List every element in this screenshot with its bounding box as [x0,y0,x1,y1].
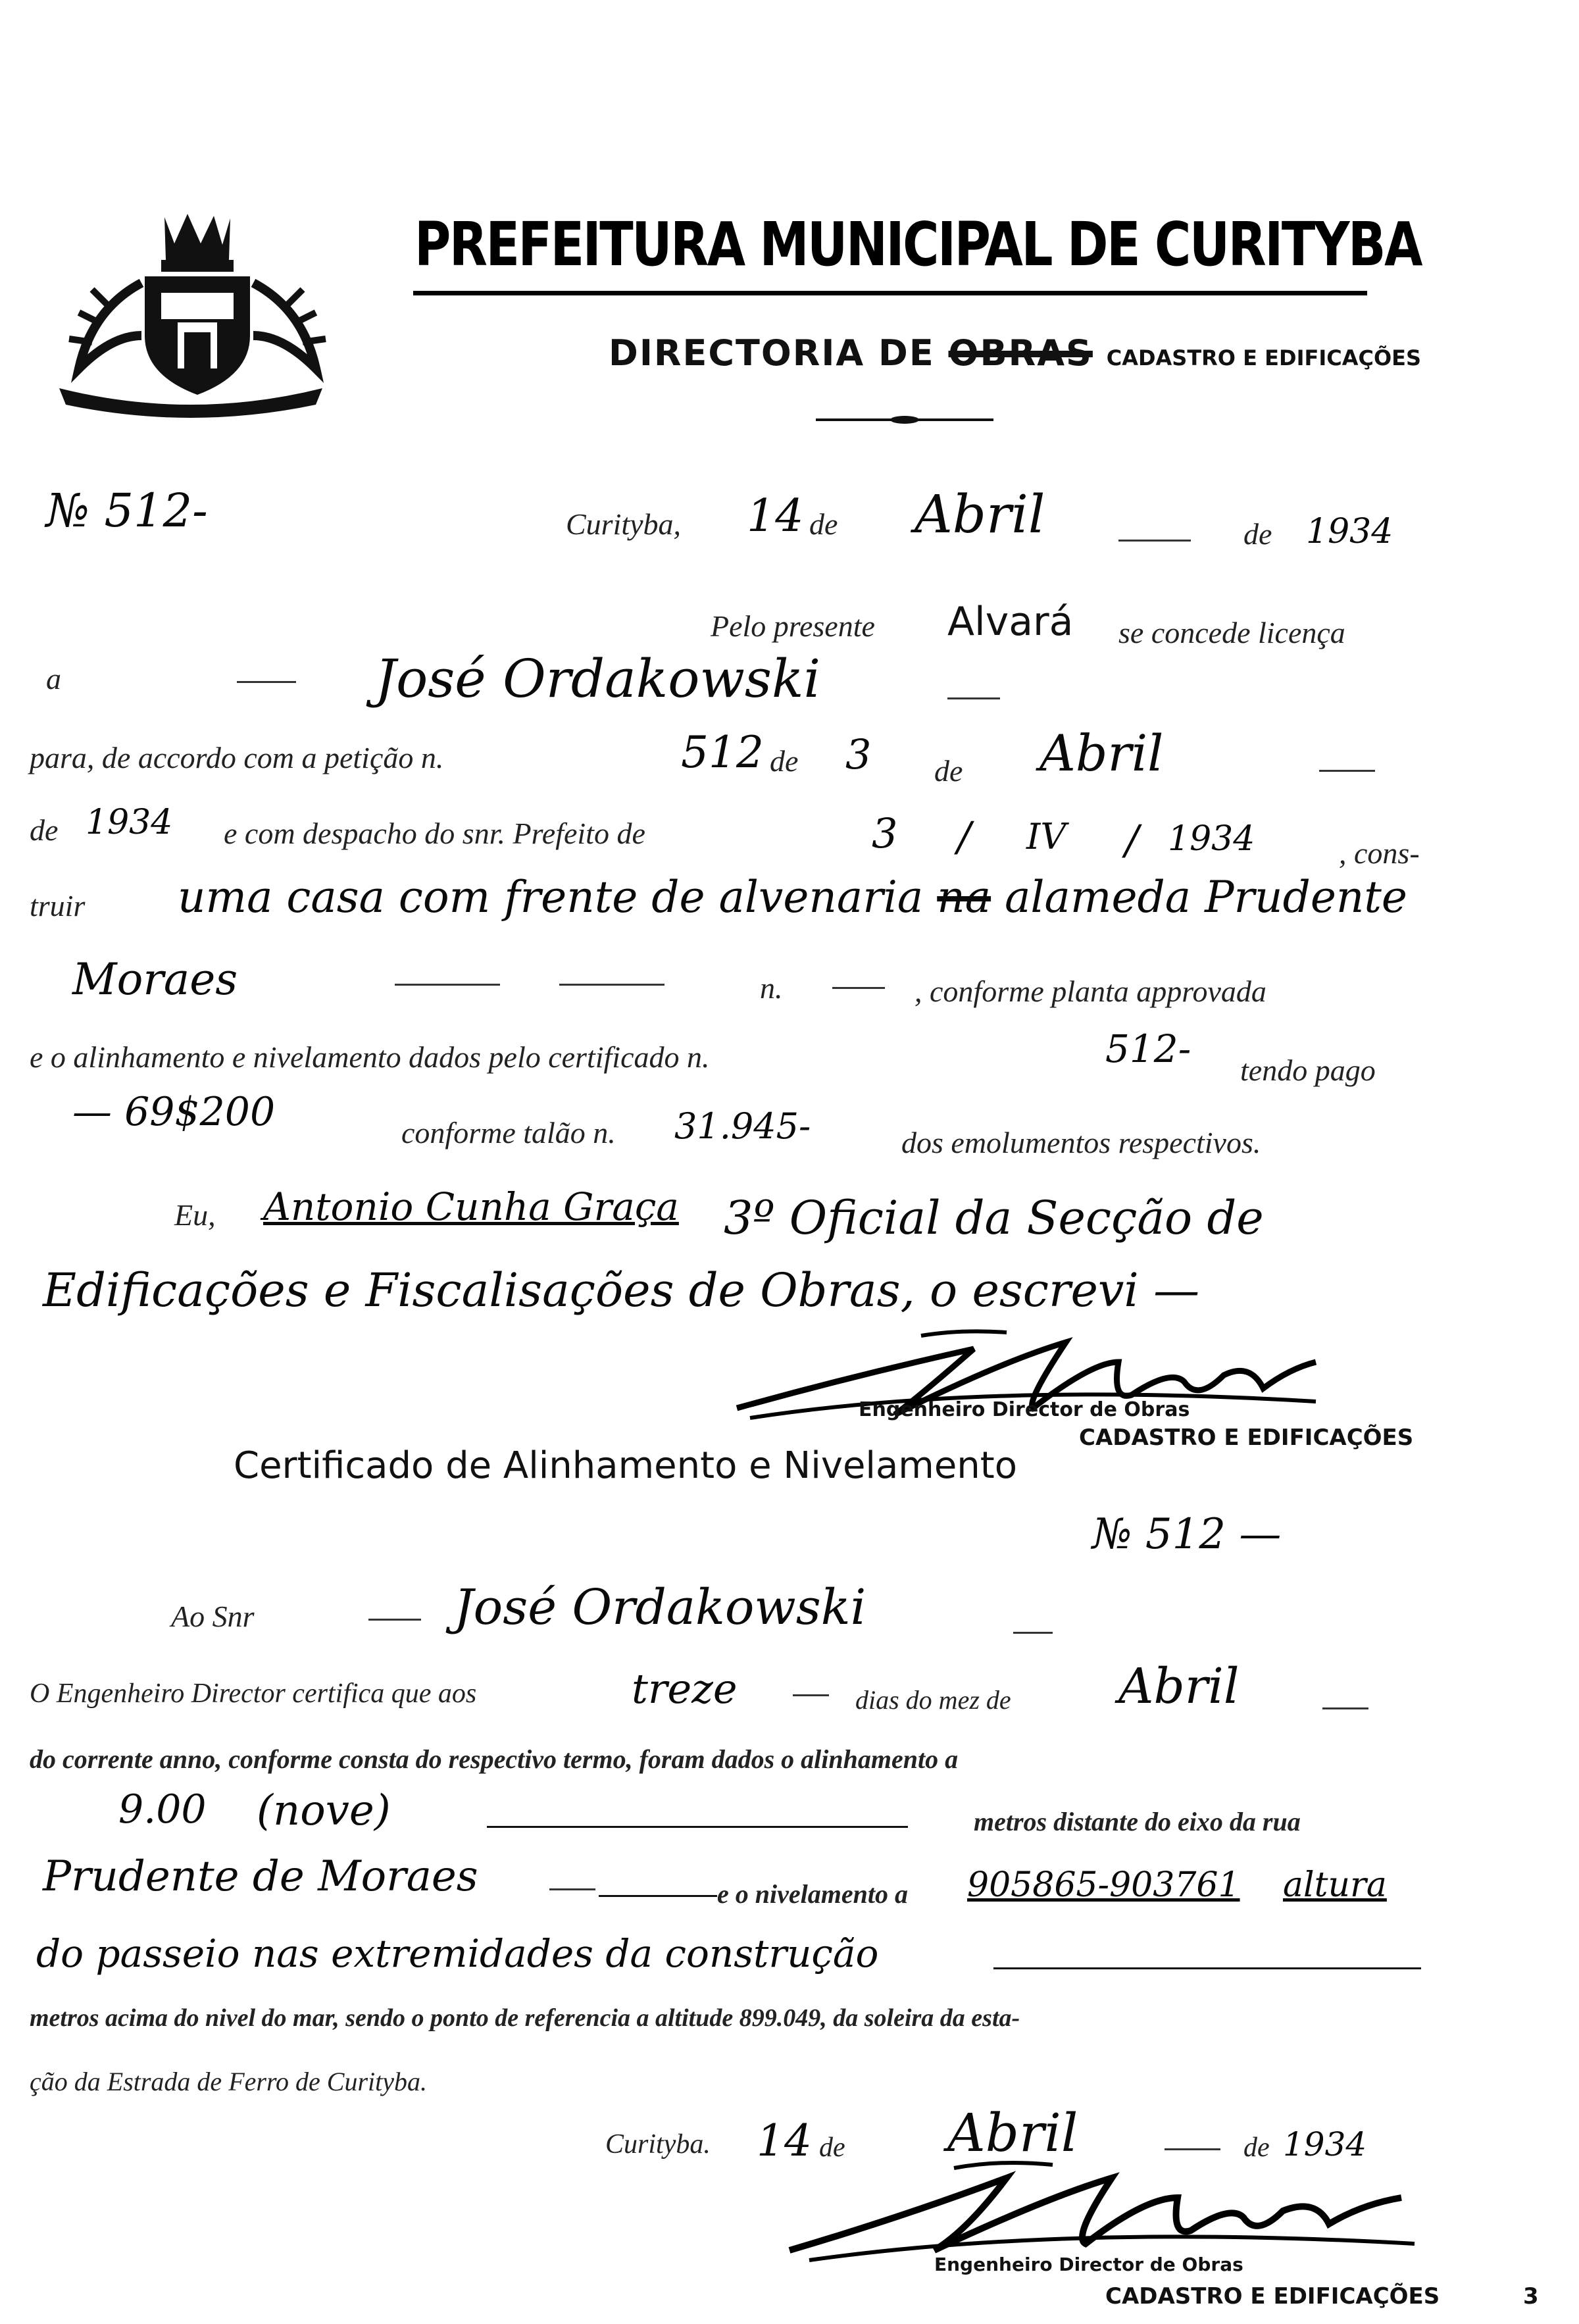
dash [559,984,664,986]
alvara-month: Abril [915,484,1045,545]
director-label: Engenheiro Director de Obras [859,1398,1190,1421]
cert-owner: José Ordakowski [454,1579,866,1636]
eu-label: Eu, [174,1198,216,1232]
dash [947,697,1000,699]
de-label-1: de [809,507,838,541]
dash [368,1619,421,1621]
peticao-text: para, de accordo com a petição n. [30,741,444,774]
number-label: № [46,484,90,538]
certificado-number [1092,1510,1281,1559]
construction-text [178,872,1407,922]
a-label: a [46,662,61,695]
cert-director-label: Engenheiro Director de Obras [934,2254,1243,2275]
petition-day: 3 [845,730,872,778]
cert-street: Prudente de Moraes [43,1852,478,1901]
cert-date-day: 14 [757,2115,812,2166]
estrada-text: ção da Estrada de Ferro de Curityba. [30,2067,428,2096]
emolumentos-text: dos emolumentos respectivos. [901,1126,1261,1159]
alvara-number [46,484,208,538]
fill-line [993,1967,1421,1969]
de-label-5: de [30,813,59,847]
clerk-title: 3º Oficial da Secção de [724,1191,1264,1245]
fill-line [487,1826,908,1828]
number-value: 512- [104,484,208,538]
cert-date-month: Abril [947,2102,1078,2163]
talao-text: conforme talão n. [401,1116,616,1149]
dash [395,984,500,986]
altura-text: altura [1283,1865,1387,1905]
stamp-cadastro: CADASTRO E EDIFICAÇÕES [1079,1425,1414,1451]
ornament-divider [816,415,993,424]
alvara-word: Alvará [947,599,1074,645]
tendo-pago: tendo pago [1240,1053,1376,1087]
amount-value: 69$200 [124,1089,276,1135]
certificado-title: Certificado de Alinhamento e Nivelamento [234,1444,1018,1487]
dash [1322,1707,1368,1709]
de-label-2: de [1243,517,1272,551]
corrente-text: do corrente anno, conforme consta do respectivo termo, foram dados o alinhamento a [30,1744,959,1774]
dash [832,987,885,989]
cert-number-label: № [1092,1510,1132,1559]
alameda-text: alameda Prudente [1005,872,1407,922]
dash [1165,2148,1220,2150]
struck-word: na [937,872,991,922]
cert-city-label: Curityba. [605,2129,711,2160]
street-name-2: Moraes [72,954,238,1005]
presente-text: Pelo presente [711,609,875,643]
clerk-signature: Antonio Cunha Graça [263,1184,679,1229]
cert-month: Abril [1118,1658,1240,1715]
passeio-text: do passeio nas extremidades da construção [36,1931,879,1976]
alinhamento-text: e o alinhamento e nivelamento dados pelo certificado n. [30,1040,710,1074]
city-label: Curityba, [566,507,682,541]
truir-label: truir [30,889,86,922]
despacho-year: 1934 [1168,819,1255,859]
despacho-month: IV [1026,816,1066,857]
engenheiro-certifica: O Engenheiro Director certifica que aos [30,1679,477,1709]
cert-de-1: de [819,2133,845,2163]
talao-number: 31.945- [674,1105,811,1147]
coat-of-arms-icon [53,204,329,421]
petition-month: Abril [1040,724,1164,782]
directoria-struck: OBRAS [948,332,1093,374]
dias-text: dias do mez de [855,1685,1011,1715]
clerk-line-2: Edificações e Fiscalisações de Obras, o escrevi — [43,1263,1200,1317]
dash [1319,770,1375,772]
alvara-year: 1934 [1306,512,1393,551]
fill-line [599,1895,717,1897]
despacho-text: e com despacho do snr. Prefeito de [224,817,645,850]
directoria-heading [609,332,1421,374]
construction-desc: uma casa com frente de alvenaria [178,872,924,922]
cons-text: , cons- [1339,836,1420,870]
nivelamento-text: e o nivelamento a [717,1879,908,1909]
de-label-3: de [770,744,799,778]
directoria-stamp: CADASTRO E EDIFICAÇÕES [1106,345,1422,370]
cert-stamp: CADASTRO E EDIFICAÇÕES [1105,2283,1440,2310]
stamp-extra: 3 [1523,2283,1539,2310]
de-label-4: de [934,754,963,788]
directoria-prefix: DIRECTORIA DE [609,332,935,374]
concede-text: se concede licença [1118,616,1345,649]
n-label: n. [760,971,783,1005]
despacho-day: 3 [872,809,898,857]
planta-text: , conforme planta approvada [915,974,1266,1008]
certificate-number: 512- [1105,1026,1191,1071]
owner-name: José Ordakowski [375,648,821,709]
ao-snr: Ao Snr [171,1600,255,1633]
signature-icon [770,2152,1441,2263]
dash [1013,1632,1053,1634]
amount-paid: — 69$200 [72,1089,276,1135]
page-title: PREFEITURA MUNICIPAL DE CURITYBA [414,209,1422,280]
dash [793,1694,829,1696]
metros-acima-text: metros acima do nivel do mar, sendo o ponto de referencia a altitude 899.049, da soleira da esta- [30,2004,1020,2032]
distance-words: (nove) [257,1786,391,1835]
dash [237,681,296,683]
title-underline [413,291,1367,295]
petition-number: 512 [681,727,764,778]
petition-year: 1934 [86,803,173,842]
nivel-values: 905865-903761 [967,1865,1240,1905]
day-in-words: treze [632,1665,738,1713]
dash [549,1888,595,1890]
dash [1118,540,1191,542]
distance-value: 9.00 [118,1786,207,1832]
alvara-day: 14 [747,490,804,542]
cert-number-value: 512 — [1145,1510,1282,1559]
metros-distante: metros distante do eixo da rua [974,1807,1301,1836]
cert-de-2: de [1243,2133,1270,2163]
cert-date-year: 1934 [1283,2125,1367,2163]
